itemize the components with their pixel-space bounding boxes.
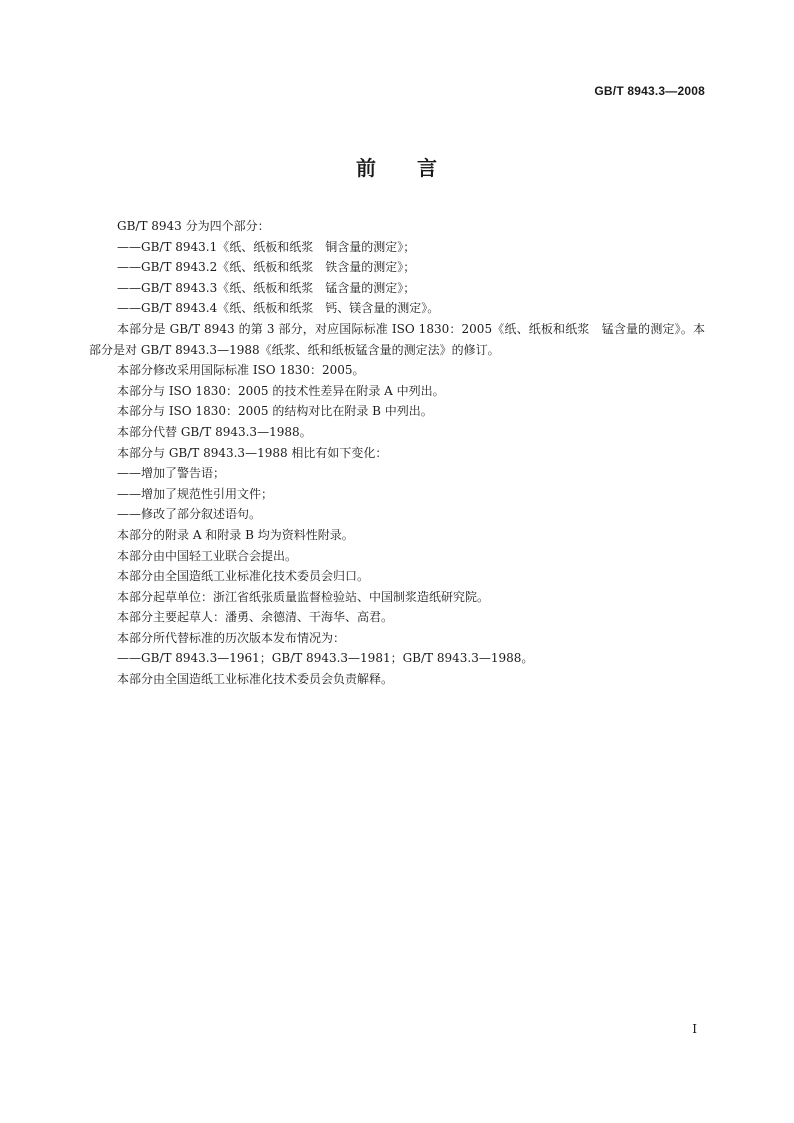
- paragraph: 本部分所代替标准的历次版本发布情况为：: [117, 630, 346, 645]
- title-char-1: 前: [356, 156, 377, 180]
- paragraph: 本部分是 GB/T 8943 的第 3 部分，对应国际标准 ISO 1830：2005《纸、纸板和纸浆 锰含量的测定》。本部分是对 GB/T 8943.3—1988《纸浆、纸和纸板锰含量的测定法》的修订。: [89, 321, 705, 357]
- list-item: ——GB/T 8943.4《纸、纸板和纸浆 钙、镁含量的测定》。: [117, 301, 440, 316]
- paragraph: 本部分与 ISO 1830：2005 的结构对比在附录 B 中列出。: [117, 404, 433, 419]
- list-item: ——GB/T 8943.2《纸、纸板和纸浆 铁含量的测定》；: [117, 260, 416, 275]
- paragraph: GB/T 8943 分为四个部分：: [117, 219, 270, 233]
- list-item: ——GB/T 8943.1《纸、纸板和纸浆 铜含量的测定》；: [117, 239, 416, 254]
- foreword-body: [89, 216, 705, 690]
- paragraph: 本部分由全国造纸工业标准化技术委员会负责解释。: [117, 672, 394, 687]
- title-char-2: 言: [417, 156, 438, 180]
- list-item: ——增加了警告语；: [117, 466, 226, 481]
- paragraph: 本部分修改采用国际标准 ISO 1830：2005。: [117, 363, 365, 378]
- paragraph: 本部分与 ISO 1830：2005 的技术性差异在附录 A 中列出。: [117, 383, 445, 398]
- list-item: ——GB/T 8943.3—1961；GB/T 8943.3—1981；GB/T 8943.3—1988。: [117, 651, 534, 666]
- standard-number-header: GB/T 8943.3—2008: [594, 84, 705, 98]
- paragraph: 本部分由全国造纸工业标准化技术委员会归口。: [117, 569, 370, 584]
- paragraph: 本部分代替 GB/T 8943.3—1988。: [117, 424, 312, 439]
- paragraph: 本部分主要起草人：潘勇、余德清、干海华、高君。: [117, 610, 394, 625]
- list-item: ——GB/T 8943.3《纸、纸板和纸浆 锰含量的测定》；: [117, 280, 416, 295]
- page-number: I: [692, 1022, 697, 1036]
- page-title: [0, 152, 794, 181]
- list-item: ——修改了部分叙述语句。: [117, 507, 262, 522]
- paragraph: 本部分由中国轻工业联合会提出。: [117, 548, 298, 563]
- list-item: ——增加了规范性引用文件；: [117, 486, 274, 501]
- paragraph: 本部分的附录 A 和附录 B 均为资料性附录。: [117, 527, 354, 542]
- paragraph: 本部分与 GB/T 8943.3—1988 相比有如下变化：: [117, 445, 388, 460]
- paragraph: 本部分起草单位：浙江省纸张质量监督检验站、中国制浆造纸研究院。: [117, 589, 490, 604]
